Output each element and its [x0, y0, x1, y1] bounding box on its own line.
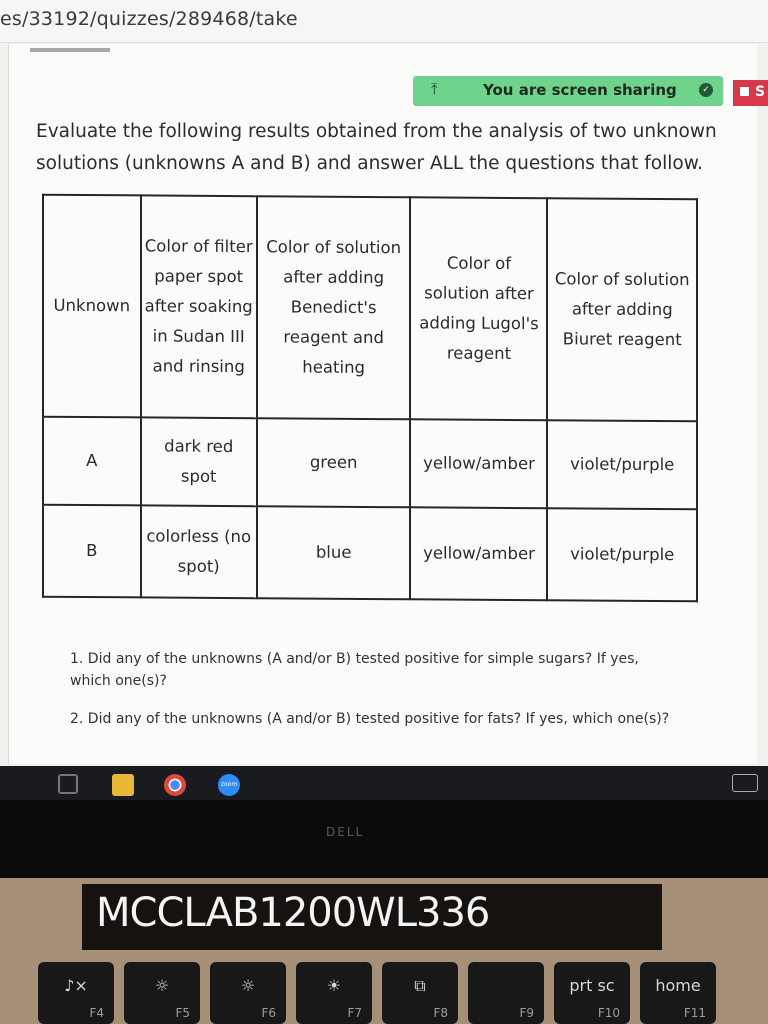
key-f8[interactable]: ⧉ F8 [382, 962, 458, 1024]
chrome-icon[interactable] [164, 774, 186, 796]
cell-lugol: yellow/amber [410, 507, 547, 600]
key-f5-icon: ☼ [154, 976, 170, 995]
table-row [43, 417, 697, 510]
header-unknown: Unknown [43, 195, 141, 418]
share-arrow-icon: ⤒ [431, 80, 438, 98]
asset-label [82, 884, 662, 950]
sub-question-2: 2. Did any of the unknowns (A and/or B) tested positive for fats? If yes, which one(s)? [70, 711, 670, 727]
shield-icon: ✓ [699, 83, 713, 97]
task-view-icon[interactable] [58, 774, 78, 794]
table-header-row [43, 195, 697, 422]
asset-label-text: MCCLAB1200WL336 [96, 890, 490, 936]
monitor-bezel [0, 800, 768, 878]
address-bar[interactable] [0, 0, 768, 43]
screen-sharing-banner[interactable] [413, 76, 723, 106]
table-row [43, 505, 697, 602]
cell-lugol: yellow/amber [410, 419, 547, 508]
key-f7-icon: ☀ [326, 976, 342, 995]
key-home[interactable]: home F11 [640, 962, 716, 1024]
cell-unknown: B [43, 505, 141, 598]
key-f9[interactable]: F9 [468, 962, 544, 1024]
question-heading-cutoff [30, 48, 110, 52]
notification-icon[interactable] [732, 774, 758, 792]
cell-sudan: colorless (no spot) [141, 505, 257, 598]
results-table [42, 194, 698, 603]
stop-square-icon [740, 87, 749, 96]
sub-question-1: 1. Did any of the unknowns (A and/or B) tested positive for simple sugars? If yes, which one(s)? [70, 651, 639, 689]
cell-unknown: A [43, 417, 141, 506]
taskbar [0, 766, 768, 802]
header-sudan: Color of filter paper spot after soaking in Sudan III and rinsing [141, 195, 257, 418]
file-explorer-icon[interactable] [112, 774, 134, 796]
zoom-icon[interactable]: zoom [218, 774, 240, 796]
stop-sharing-button[interactable] [733, 80, 768, 106]
key-f6-icon: ☼ [240, 976, 256, 995]
header-biuret: Color of solution after adding Biuret reagent [547, 198, 697, 421]
cell-benedict: blue [257, 506, 411, 599]
key-prtsc[interactable]: prt sc F10 [554, 962, 630, 1024]
header-benedict: Color of solution after adding Benedict's reagent and heating [257, 196, 411, 419]
brand-logo: DELL [326, 825, 365, 839]
stop-sharing-label: S [755, 84, 766, 100]
key-f8-icon: ⧉ [414, 976, 426, 995]
question-intro: Evaluate the following results obtained from the analysis of two unknown solutions (unknowns A and B) and answer ALL the questions that follow. [36, 121, 717, 174]
key-f6[interactable]: ☼ F6 [210, 962, 286, 1024]
url-text[interactable]: es/33192/quizzes/289468/take [0, 8, 298, 30]
cell-biuret: violet/purple [547, 508, 697, 601]
header-lugol: Color of solution after adding Lugol's reagent [410, 197, 547, 420]
key-f4-icon: ♪× [64, 976, 88, 995]
key-f4[interactable]: ♪× F4 [38, 962, 114, 1024]
cell-sudan: dark red spot [141, 417, 257, 506]
cell-benedict: green [257, 418, 411, 507]
cell-biuret: violet/purple [547, 420, 697, 509]
screen-sharing-text: You are screen sharing [483, 81, 677, 99]
key-f7[interactable]: ☀ F7 [296, 962, 372, 1024]
key-f5[interactable]: ☼ F5 [124, 962, 200, 1024]
function-key-row [0, 962, 768, 1024]
